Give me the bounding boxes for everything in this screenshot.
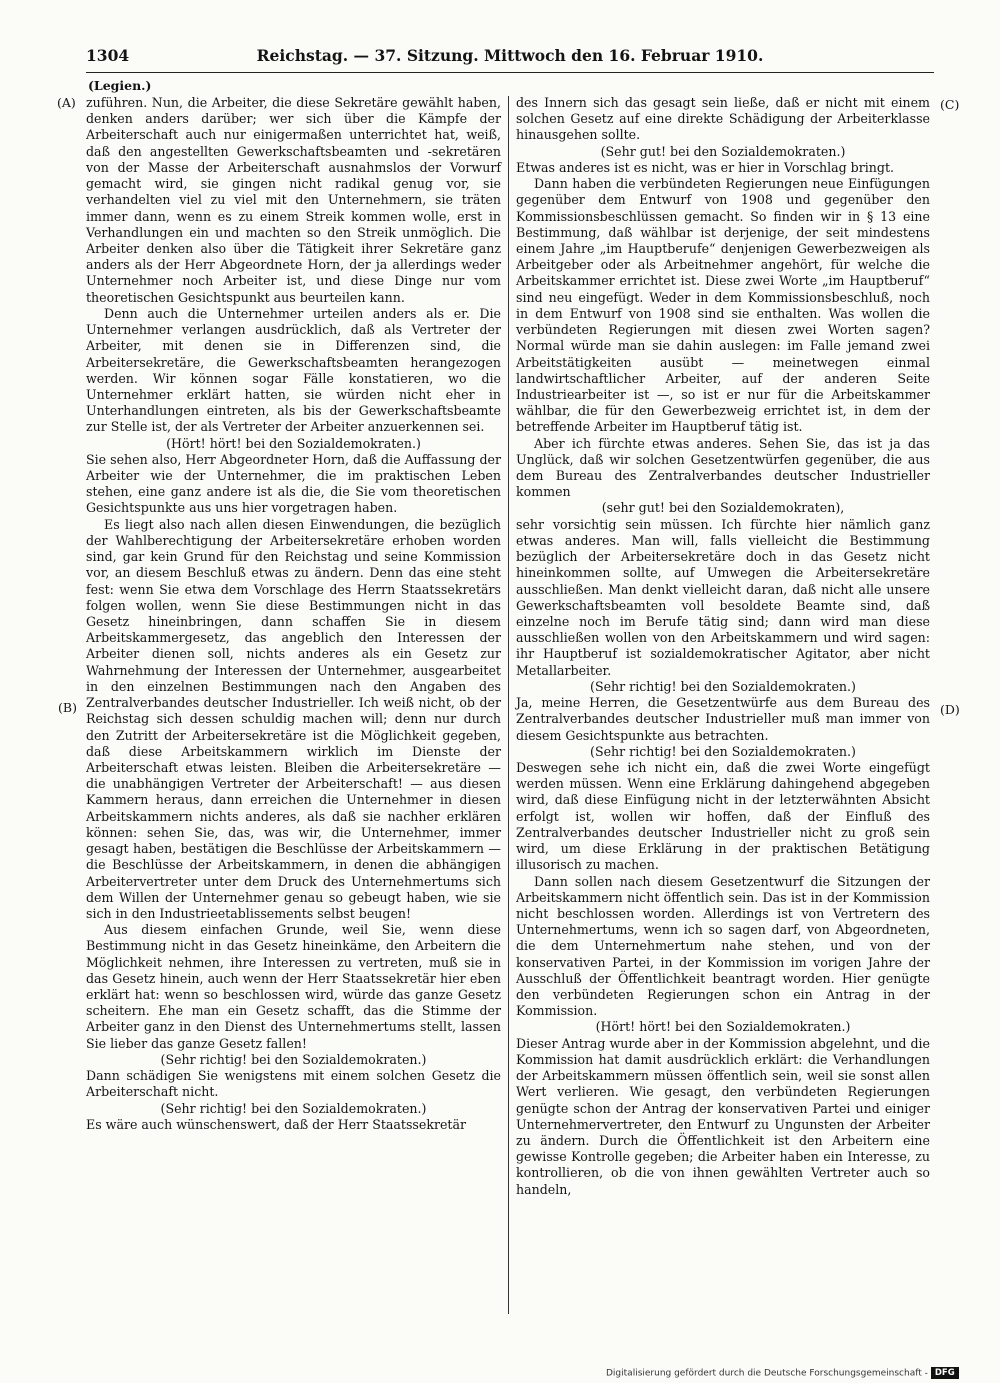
page-number: 1304 bbox=[86, 46, 130, 65]
interjection: (sehr gut! bei den Sozialdemokraten), bbox=[601, 500, 845, 516]
right-text-column bbox=[516, 95, 930, 1198]
interjection: (Hört! hört! bei den Sozialdemokraten.) bbox=[166, 435, 421, 451]
interjection: (Sehr richtig! bei den Sozialdemokraten.) bbox=[590, 743, 856, 759]
interjection: (Sehr richtig! bei den Sozialdemokraten.) bbox=[160, 1051, 427, 1067]
paragraph: Aber ich fürchte etwas anderes. Sehen Sie, das ist ja das Unglück, daß wir solchen Gesetzentwürfen gegenüber, die aus dem Bureau des Zentralverbandes deutscher Industrieller kommen bbox=[516, 435, 930, 500]
interjection: (Hört! hört! bei den Sozialdemokraten.) bbox=[595, 1019, 851, 1035]
running-title: Reichstag. — 37. Sitzung. Mittwoch den 16. Februar 1910. bbox=[256, 46, 764, 65]
paragraph: Aus diesem einfachen Grunde, weil Sie, wenn diese Bestimmung nicht in das Gesetz hineinkäme, den Arbeitern die Möglichkeit nehmen, ihre Interessen zu vertreten, muß sie in das Gesetz hinein, auch wenn der Herr Staatssekretär hier eben erklärt hat: wenn so beschlossen wird, würde das ganze Gesetz scheitern. Ehe man ein Gesetz schafft, das die Stimme der Arbeiter ganz in den Dienst des Unternehmertums stellt, lassen Sie lieber das ganze Gesetz fallen! bbox=[86, 922, 501, 1051]
interjection: (Sehr richtig! bei den Sozialdemokraten.) bbox=[590, 678, 856, 694]
margin-marker-d: (D) bbox=[940, 702, 960, 717]
column-divider bbox=[508, 96, 509, 1314]
paragraph: sehr vorsichtig sein müssen. Ich fürchte hier nämlich ganz etwas anderes. Man will, falls vielleicht die Bestimmung bezüglich der Arbeitersekretäre doch in das Gesetz nicht hineinkommen sollte, auf Umwegen die Arbeitersekretäre ausschließen. Man denkt vielleicht daran, daß nicht alle unsere Gewerkschaftsbeamten voll besoldete Beamte sind, daß einzelne noch im Berufe tätig sind; dann wird man diese ausschließen wollen von den Arbeitskammern und wird sagen: ihr Hauptberuf ist sozialdemokratischer Agitator, aber nicht Metallarbeiter. bbox=[516, 516, 930, 678]
paragraph: Dann sollen nach diesem Gesetzentwurf die Sitzungen der Arbeitskammern nicht öffentlich sein. Das ist in der Kommission nicht beschlossen worden. Allerdings ist von Vertretern des Unternehmertums, wenn ich so sagen darf, von Abgeordneten, die dem Unternehmertum nahe stehen, und von der konservativen Partei, in der Kommission im vorigen Jahre der Ausschluß der Öffentlichkeit beantragt worden. Hier genügte den verbündeten Regierungen schon ein Antrag in der Kommission. bbox=[516, 873, 930, 1019]
paragraph: Es wäre auch wünschenswert, daß der Herr Staatssekretär bbox=[86, 1116, 467, 1132]
paragraph: Dann haben die verbündeten Regierungen neue Einfügungen gegenüber dem Entwurf von 1908 und gegenüber den Kommissionsbeschlüssen gemacht. So finden wir in § 13 eine Bestimmung, daß wählbar ist derjenige, der seit mindestens einem Jahre „im Hauptberufe“ denjenigen Gewerbezweigen als Arbeitgeber oder als Arbeitnehmer angehört, für welche die Arbeitskammer errichtet ist. Diese zwei Worte „im Hauptberuf“ sind neu eingefügt. Weder in dem Kommissionsbeschluß, noch in dem Entwurf von 1908 sind sie enthalten. Was wollen die verbündeten Regierungen mit diesen zwei Worten sagen? Normal würde man sie dahin auslegen: im Falle jemand zwei Arbeitstätigkeiten ausübt — meinetwegen einmal landwirtschaftlicher Arbeiter, auf der anderen Seite Industriearbeiter ist —, so ist er nur für die Arbeitskammer wählbar, die für den Gewerbezweig errichtet ist, in dem der betreffende Arbeiter im Hauptberuf tätig ist. bbox=[516, 176, 930, 435]
margin-marker-c: (C) bbox=[940, 97, 960, 112]
speaker-name: (Legien.) bbox=[88, 78, 152, 93]
paragraph: Denn auch die Unternehmer urteilen anders als er. Die Unternehmer verlangen ausdrücklich, daß als Vertreter der Arbeiter, mit denen sie in Differenzen sind, die Arbeitersekretäre, die Gewerkschaftsbeamten herangezogen werden. Wir können sogar Fälle konstatieren, wo die Unternehmer erklärt hatten, sie würden nicht eher in Unterhandlungen eintreten, als bis der Gewerkschaftsbeamte zur Stelle ist, der als Vertreter der Arbeiter anzuerkennen sei. bbox=[86, 305, 501, 435]
paragraph: zuführen. Nun, die Arbeiter, die diese Sekretäre gewählt haben, denken anders darüber; wer sich über die Kämpfe der Arbeiterschaft auch nur einigermaßen unterrichtet hat, weiß, daß den angestellten Gewerkschaftsbeamten und -sekretären von der Masse der Arbeiterschaft ausnahmslos der Vorwurf gemacht wird, sie gingen nicht radikal genug vor, sie verhandelten viel zu viel mit den Unternehmern, sie träten immer dann, wenn es zu einem Streik kommen wolle, erst in Verhandlungen ein und machten so den Streik unmöglich. Die Arbeiter denken also über die Tätigkeit ihrer Sekretäre ganz anders als der Herr Abgeordnete Horn, der ja allerdings weder Unternehmer noch Arbeiter ist, und diese Dinge nur vom theoretischen Gesichtspunkt aus beurteilen kann. bbox=[86, 95, 501, 305]
paragraph: Dieser Antrag wurde aber in der Kommission abgelehnt, und die Kommission hat damit ausdrücklich erklärt: die Verhandlungen der Arbeitskammern müssen öffentlich sein, weil sie sonst allen Wert verlieren. Wie gesagt, den verbündeten Regierungen genügte schon der Antrag der konservativen Partei und einiger Unternehmervertreter, den Entwurf zu Ungunsten der Arbeiter zu ändern. Durch die Öffentlichkeit ist den Arbeitern eine gewisse Kontrolle gegeben; die Arbeiter haben ein Interesse, zu kontrollieren, ob die von ihnen gewählten Vertreter auch so handeln, bbox=[516, 1035, 930, 1197]
paragraph: Deswegen sehe ich nicht ein, daß die zwei Worte eingefügt werden müssen. Wenn eine Erklärung dahingehend abgegeben wird, daß diese Einfügung nicht in der letzterwähnten Absicht erfolgt ist, wollen wir hoffen, daß der Einfluß des Zentralverbandes deutscher Industrieller nicht zu groß sein wird, um diese Erklärung in der praktischen Betätigung illusorisch zu machen. bbox=[516, 759, 930, 873]
page-header bbox=[86, 46, 934, 70]
paragraph: Etwas anderes ist es nicht, was er hier in Vorschlag bringt. bbox=[516, 159, 895, 175]
paragraph: Es liegt also nach allen diesen Einwendungen, die bezüglich der Wahlberechtigung der Arbeitersekretäre erhoben worden sind, gar kein Grund für den Reichstag und seine Kommission vor, an diesem Beschluß etwas zu ändern. Denn das eine steht fest: wenn Sie etwa dem Vorschlage des Herrn Staatssekretärs folgen wollen, wenn Sie diese Bestimmungen nicht in das Gesetz hineinbringen, dann schaffen Sie in diesem Arbeitskammergesetz, das angeblich den Interessen der Arbeiter dienen soll, nichts anderes als ein Gesetz zur Wahrnehmung der Interessen der Unternehmer, ausgearbeitet in den einzelnen Bestimmungen nach den Angaben des Zentralverbandes deutscher Industrieller. Ich weiß nicht, ob der Reichstag sich dessen schuldig machen will; denn nur durch den Zutritt der Arbeitersekretäre ist die Möglichkeit gegeben, daß diese Arbeitskammern wirklich im Dienste der Arbeiterschaft etwas leisten. Bleiben die Arbeitersekretäre — die unabhängigen Vertreter der Arbeiterschaft! — aus diesen Kammern heraus, dann erreichen die Unternehmer in diesen Arbeitskammern nichts anderes, als daß sie nachher erklären können: sehen Sie, das, was wir, die Unternehmer, immer gesagt haben, bestätigen die Beschlüsse der Arbeitskammern — die Beschlüsse der Arbeitskammern, in denen die abhängigen Arbeitervertreter unter dem Druck des Unternehmertums sich dem Willen der Unternehmer genau so gebeugt haben, wie sie sich in den Industrieetablissements selbst beugen! bbox=[86, 516, 501, 921]
dfg-logo: DFG bbox=[931, 1367, 959, 1379]
margin-marker-b: (B) bbox=[58, 700, 77, 715]
margin-marker-a: (A) bbox=[57, 95, 76, 110]
paragraph: Ja, meine Herren, die Gesetzentwürfe aus dem Bureau des Zentralverbandes deutscher Industrieller muß man immer von diesem Gesichtspunkte aus betrachten. bbox=[516, 695, 930, 743]
interjection: (Sehr gut! bei den Sozialdemokraten.) bbox=[600, 143, 846, 159]
interjection: (Sehr richtig! bei den Sozialdemokraten.) bbox=[160, 1100, 427, 1116]
page-footer bbox=[606, 1367, 976, 1379]
paragraph: Dann schädigen Sie wenigstens mit einem solchen Gesetz die Arbeiterschaft nicht. bbox=[86, 1068, 501, 1100]
left-text-column bbox=[86, 95, 501, 1133]
digitization-credit: Digitalisierung gefördert durch die Deutsche Forschungsgemeinschaft - bbox=[606, 1368, 928, 1379]
header-rule bbox=[86, 72, 934, 73]
paragraph: Sie sehen also, Herr Abgeordneter Horn, daß die Auffassung der Arbeiter wie der Unternehmer, die im praktischen Leben stehen, eine ganz andere ist als die, die Sie vom theoretischen Gesichtspunkte aus uns hier vorgetragen haben. bbox=[86, 451, 501, 516]
paragraph: des Innern sich das gesagt sein ließe, daß er nicht mit einem solchen Gesetz auf eine direkte Schädigung der Arbeiterklasse hinausgehen sollte. bbox=[516, 95, 930, 143]
